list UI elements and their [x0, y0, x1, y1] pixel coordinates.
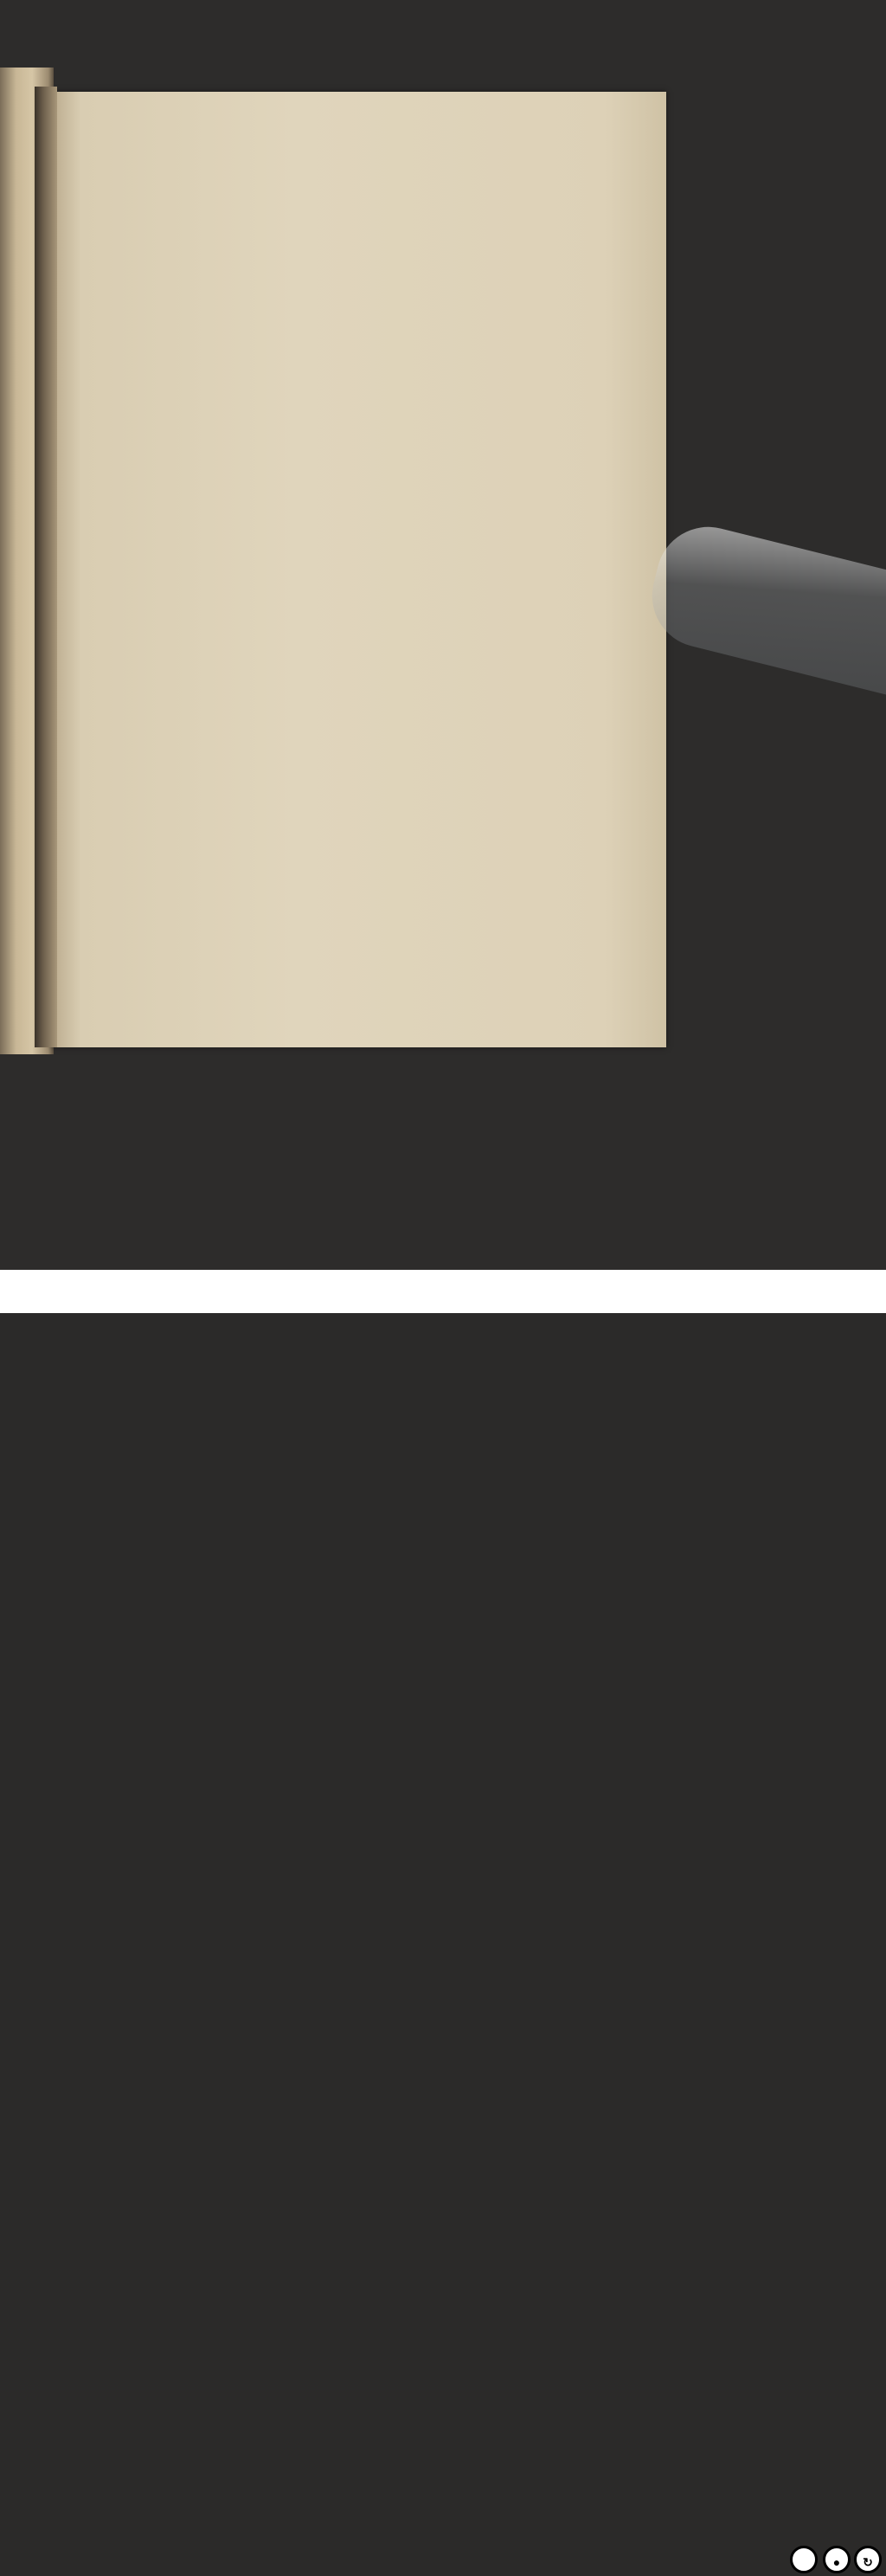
right-page	[50, 92, 666, 1047]
footer-bar	[0, 1270, 886, 2569]
cc-icon	[790, 2546, 818, 2573]
scan-viewport	[0, 0, 886, 1270]
share-alike-icon: ↻	[854, 2546, 882, 2573]
book-gutter	[35, 87, 57, 1047]
hab-logo-icon	[7, 2547, 36, 2575]
by-person-icon: ●	[823, 2546, 851, 2573]
glass-weight	[641, 516, 886, 700]
